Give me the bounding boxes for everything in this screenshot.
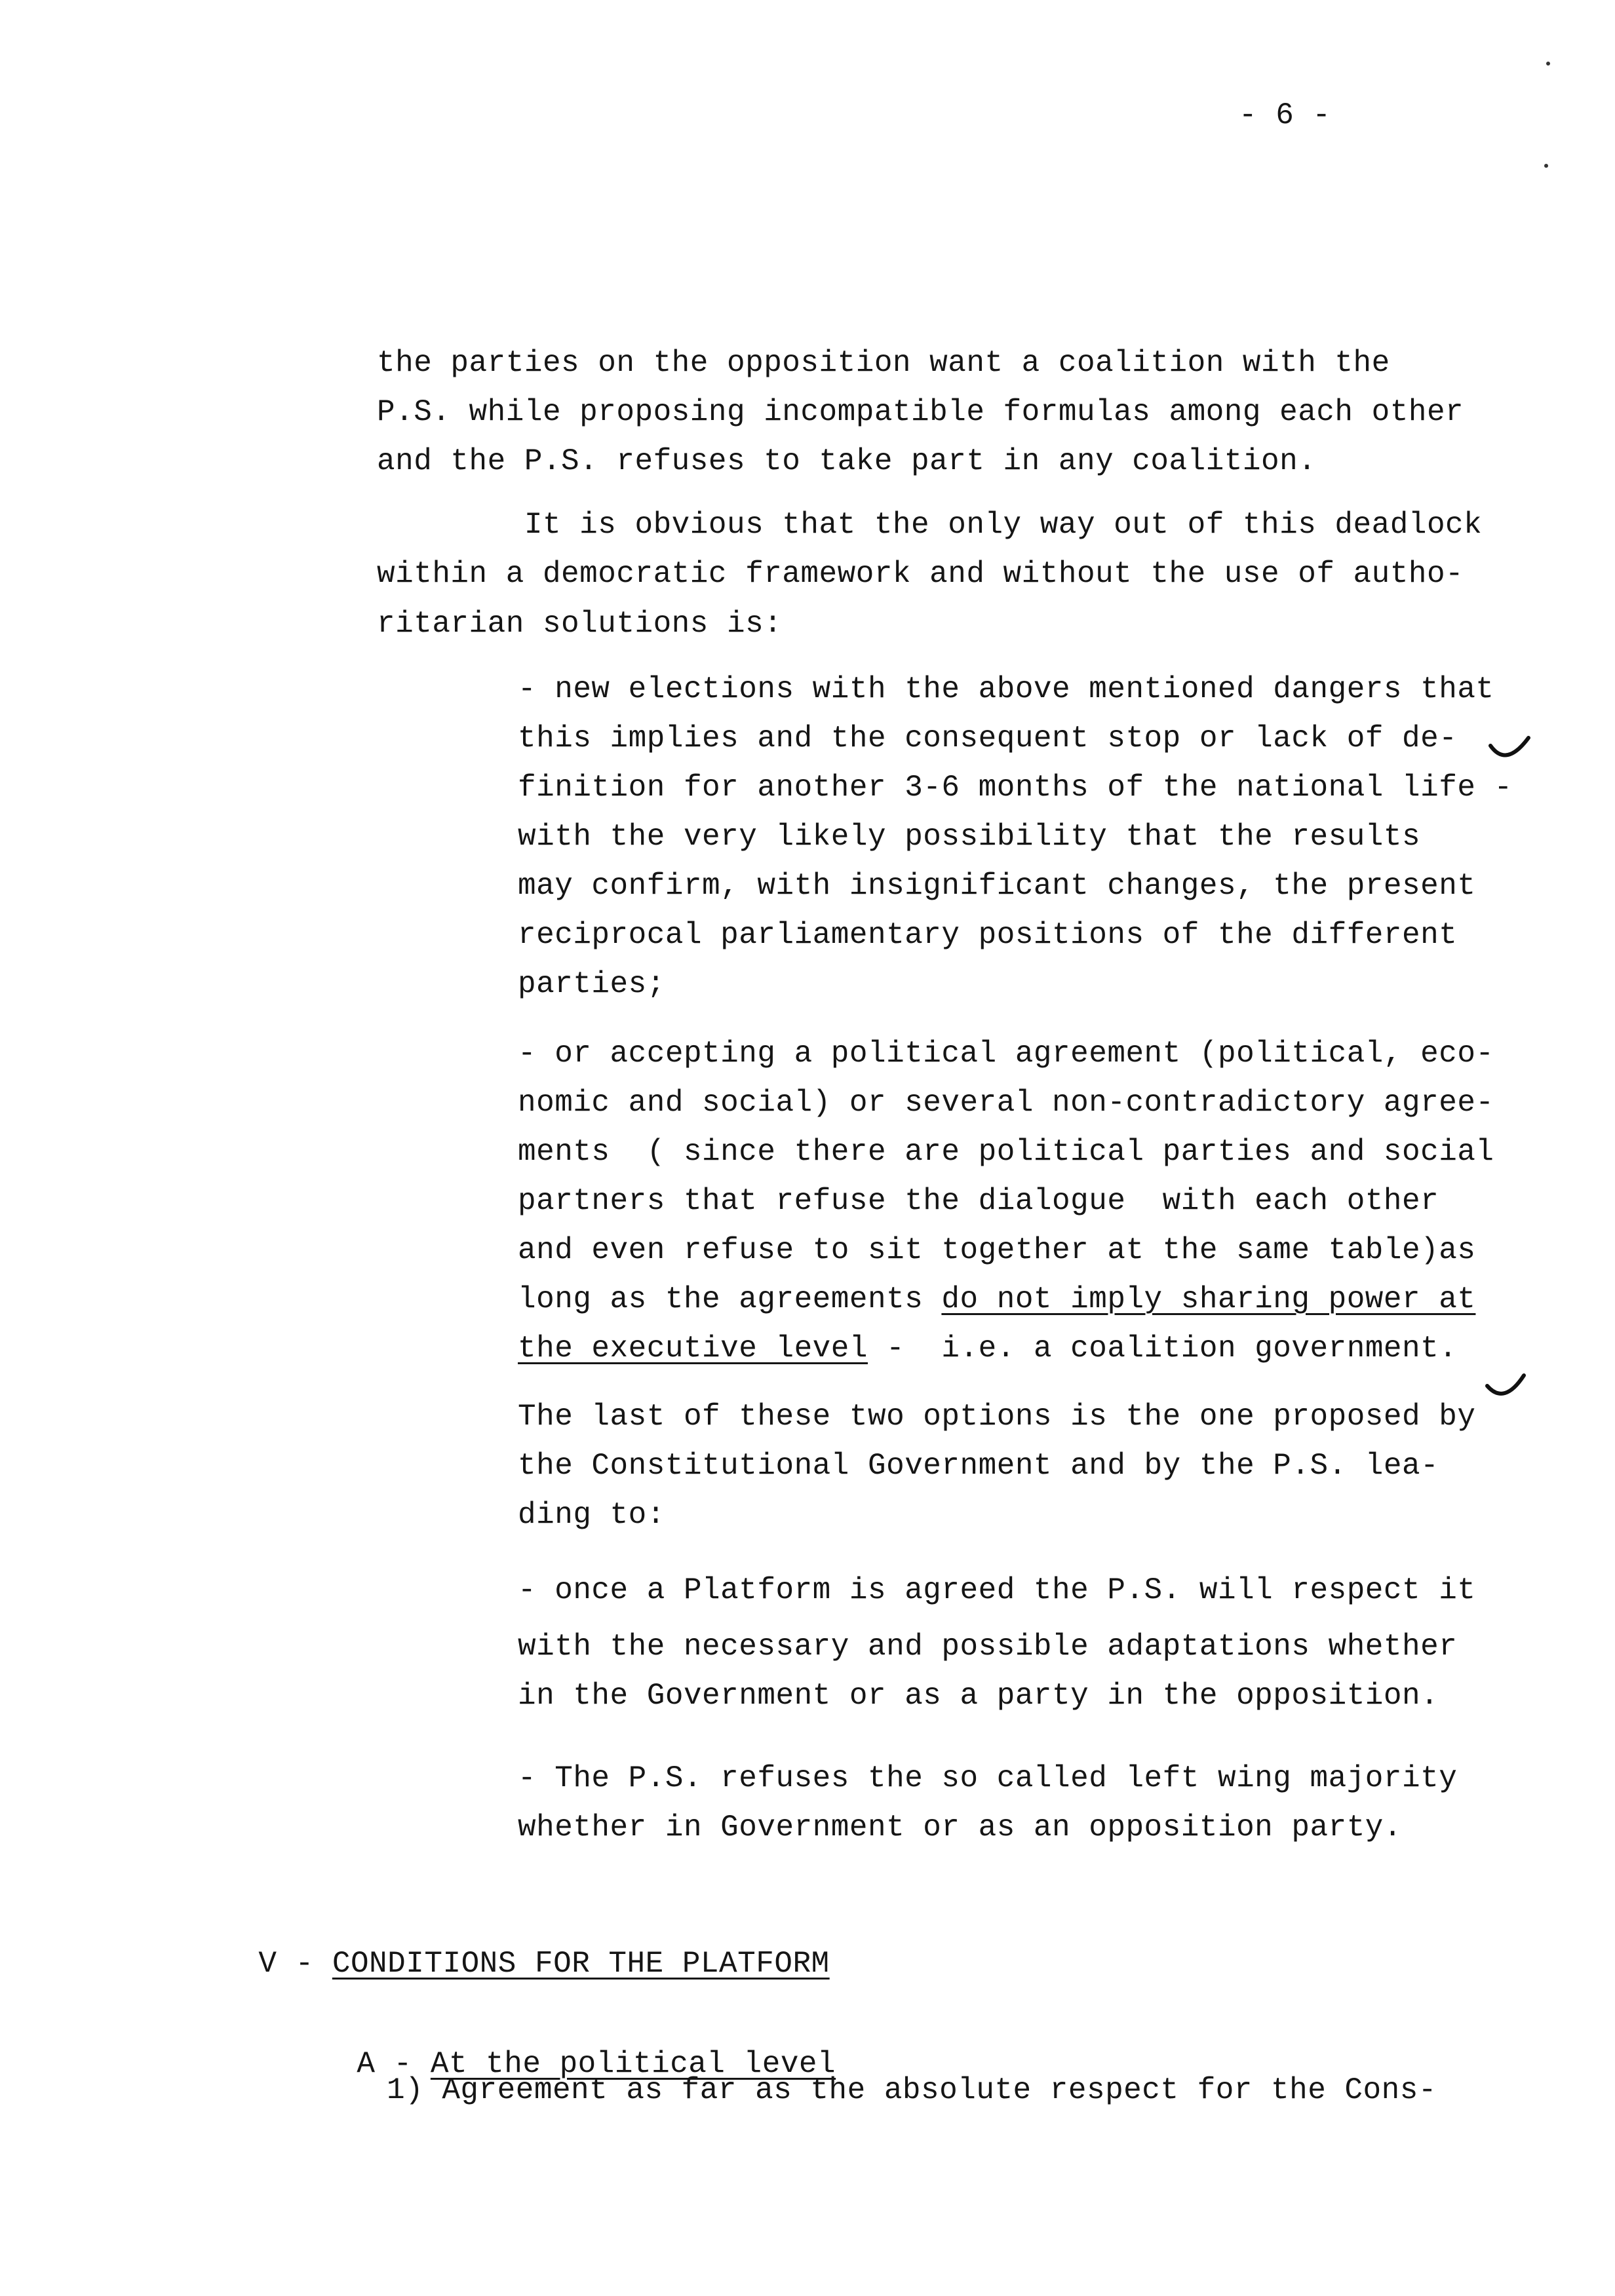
text-line: - The P.S. refuses the so called left wing majority — [518, 1761, 1458, 1795]
section-heading-v — [185, 1913, 830, 2015]
text-line: and even refuse to sit together at the same table)as — [518, 1233, 1476, 1267]
text-line — [518, 1282, 1475, 1316]
scan-speck — [1544, 59, 1553, 68]
text-line: the parties on the opposition want a coalition with the — [377, 346, 1390, 380]
section-title: CONDITIONS FOR THE PLATFORM — [332, 1947, 830, 1981]
text-line: this implies and the consequent stop or lack of de- — [518, 721, 1458, 756]
text-line: - once a Platform is agreed the P.S. will respect it — [518, 1573, 1476, 1607]
list-item: 1) Agreement as far as the absolute respect for the Cons- — [387, 2073, 1437, 2107]
text-line: within a democratic framework and without the use of autho- — [377, 557, 1464, 591]
text-line: reciprocal parliamentary positions of the different — [518, 918, 1458, 952]
text-line: parties; — [518, 967, 665, 1001]
text-line: finition for another 3-6 months of the national life - — [518, 771, 1513, 805]
text-line: ritarian solutions is: — [377, 607, 783, 641]
text-line: It is obvious that the only way out of this deadlock — [377, 508, 1483, 542]
text-line: the Constitutional Government and by the P.S. lea- — [518, 1449, 1439, 1483]
underlined-phrase: do not imply sharing power at — [941, 1282, 1476, 1316]
text-line: in the Government or as a party in the opposition. — [518, 1679, 1439, 1713]
underlined-phrase: the executive level — [518, 1331, 868, 1366]
text-line: whether in Government or as an opposition party. — [518, 1810, 1403, 1845]
text-line: - or accepting a political agreement (political, eco- — [518, 1037, 1494, 1071]
section-title: At the political level — [430, 2047, 836, 2081]
text-line: may confirm, with insignificant changes, the present — [518, 869, 1476, 903]
text-run: - i.e. a coalition government. — [868, 1331, 1458, 1366]
text-line: P.S. while proposing incompatible formulas among each other — [377, 395, 1464, 429]
text-line: The last of these two options is the one proposed by — [518, 1400, 1476, 1434]
text-run: long as the agreements — [518, 1282, 942, 1316]
text-line: partners that refuse the dialogue with each other — [518, 1184, 1439, 1218]
scan-speck — [1542, 161, 1551, 170]
text-line — [518, 1331, 1457, 1366]
text-line: ments ( since there are political parties and social — [518, 1135, 1494, 1169]
handwritten-tick-mark — [1488, 734, 1534, 773]
text-line: with the very likely possibility that the results — [518, 820, 1421, 854]
text-line: nomic and social) or several non-contradictory agree- — [518, 1086, 1494, 1120]
text-line: with the necessary and possible adaptations whether — [518, 1630, 1458, 1664]
text-line: ding to: — [518, 1498, 665, 1532]
text-line: and the P.S. refuses to take part in any coalition. — [377, 444, 1317, 478]
handwritten-tick-mark — [1485, 1373, 1530, 1412]
text-line: - new elections with the above mentioned dangers that — [518, 672, 1494, 706]
page-number: - 6 - — [1239, 98, 1331, 132]
section-prefix: V - — [258, 1947, 332, 1981]
section-prefix: A - — [357, 2047, 431, 2081]
